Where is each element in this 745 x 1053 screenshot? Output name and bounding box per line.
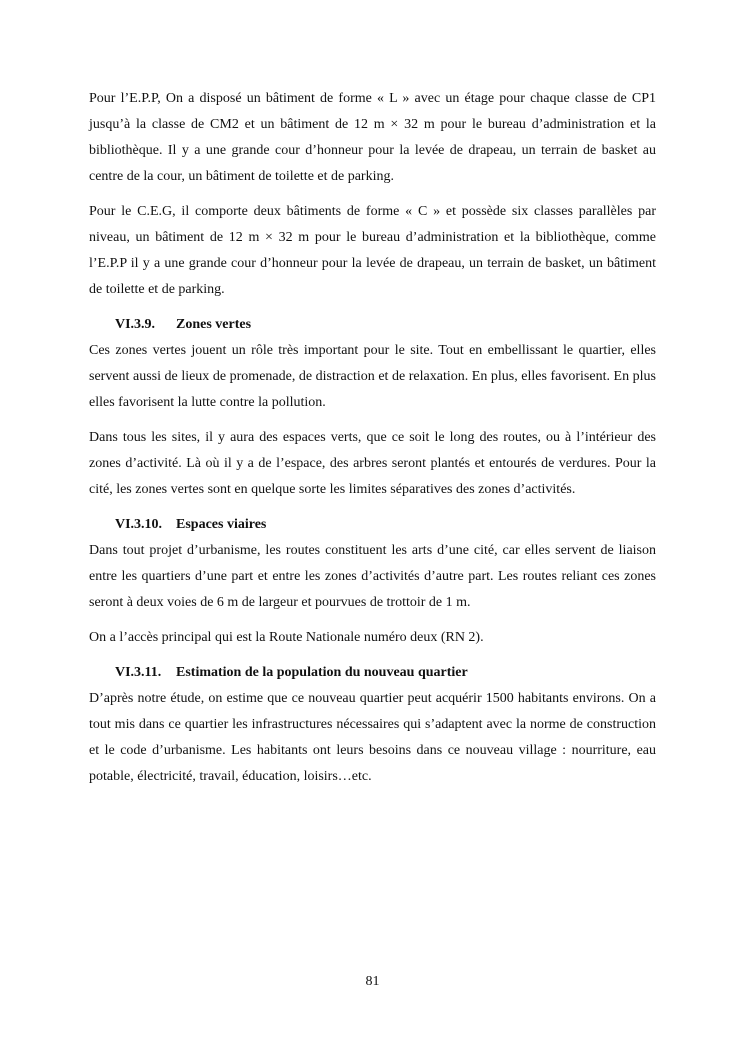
page-content (89, 86, 656, 799)
paragraph-espaces-viaires-2: On a l’accès principal qui est la Route Nationale numéro deux (RN 2). (89, 630, 484, 645)
paragraph-ceg: Pour le C.E.G, il comporte deux bâtiments de forme « C » et possède six classes parallèles par niveau, un bâtiment de 12 m × 32 m pour le bureau d’administration et la bibliothèque, comme l’E.P.P il y a une grande cour d’honneur pour la levée de drapeau, un terrain de basket, un bâtiment de toilette et de parking. (89, 204, 656, 297)
paragraph-estimation-population: D’après notre étude, on estime que ce nouveau quartier peut acquérir 1500 habitants environs. On a tout mis dans ce quartier les infrastructures nécessaires qui s’adaptent avec la norme de construction et le code d’urbanisme. Les habitants ont leurs besoins dans ce nouveau village : nourriture, eau potable, électricité, travail, éducation, loisirs…etc. (89, 691, 656, 784)
section-number: VI.3.11. (115, 665, 162, 680)
page-number: 81 (365, 974, 380, 989)
paragraph-epp: Pour l’E.P.P, On a disposé un bâtiment de forme « L » avec un étage pour chaque classe de CP1 jusqu’à la classe de CM2 et un bâtiment de 12 m × 32 m pour le bureau d’administration et la bibliothèque. Il y a une grande cour d’honneur pour la levée de drapeau, un terrain de basket au centre de la cour, un bâtiment de toilette et de parking. (89, 91, 656, 184)
section-number: VI.3.10. (115, 517, 163, 532)
section-title: Estimation de la population du nouveau quartier (176, 665, 468, 680)
section-number: VI.3.9. (115, 317, 156, 332)
paragraph-zones-vertes-1: Ces zones vertes jouent un rôle très important pour le site. Tout en embellissant le quartier, elles servent aussi de lieux de promenade, de distraction et de relaxation. En plus, elles favorisent. En plus elles favorisent la lutte contre la pollution. (89, 343, 656, 410)
paragraph-zones-vertes-2: Dans tous les sites, il y aura des espaces verts, que ce soit le long des routes, ou à l’intérieur des zones d’activité. Là où il y a de l’espace, des arbres seront plantés et entourés de verdures. Pour la cité, les zones vertes sont en quelque sorte les limites séparatives des zones d’activités. (89, 430, 656, 497)
section-title: Espaces viaires (176, 517, 267, 532)
paragraph-espaces-viaires-1: Dans tout projet d’urbanisme, les routes constituent les arts d’une cité, car elles servent de liaison entre les quartiers d’une part et entre les zones d’activités d’autre part. Les routes reliant ces zones seront à deux voies de 6 m de largeur et pourvues de trottoir de 1 m. (89, 543, 656, 610)
section-title: Zones vertes (176, 317, 252, 332)
section-heading-espaces-viaires (89, 512, 656, 538)
section-heading-zones-vertes (89, 312, 656, 338)
section-heading-estimation-population (89, 660, 656, 686)
